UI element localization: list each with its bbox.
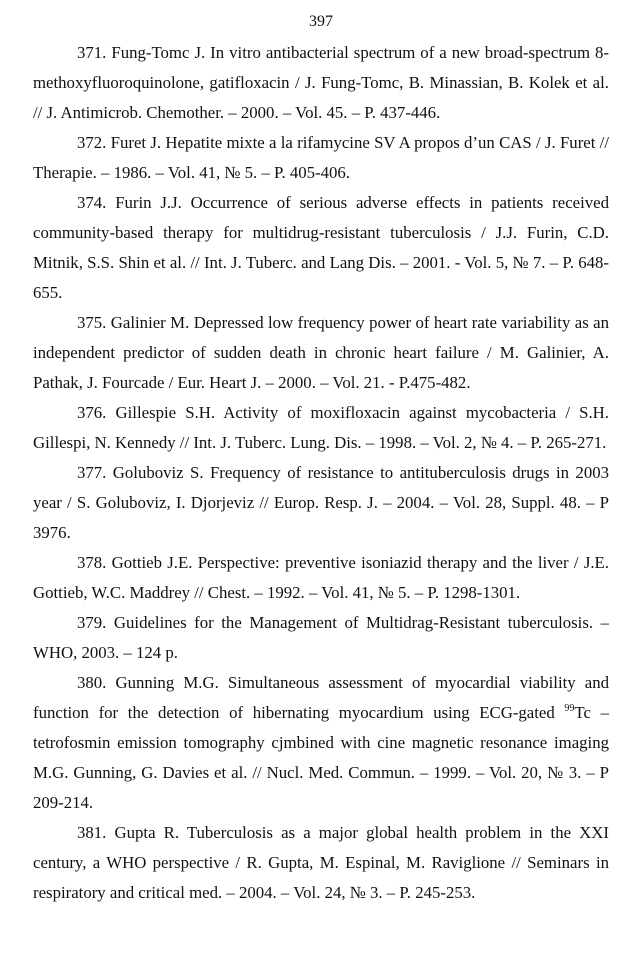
reference-380-text-before: 380. Gunning M.G. Simultaneous assessment of myocardial viability and function for the detection of hibernating myocardium using ECG-gated [33,673,609,722]
reference-item-379: 379. Guidelines for the Management of Multidrag-Resistant tuberculosis. – WHO, 2003. – 124 p. [33,613,609,662]
page-number: 397 [309,13,333,30]
reference-item-375: 375. Galinier M. Depressed low frequency power of heart rate variability as an independent predictor of sudden death in chronic heart failure / M. Galinier, A. Pathak, J. Fourcade / Eur. Heart J. – 2000. – Vol. 21. - P.475-482. [33,313,609,392]
reference-item-374: 374. Furin J.J. Occurrence of serious adverse effects in patients received community-based therapy for multidrug-resistant tuberculosis / J.J. Furin, C.D. Mitnik, S.S. Shin et al. // Int. J. Tuberc. and Lang Dis. – 2001. - Vol. 5, № 7. – P. 648-655. [33,193,609,302]
reference-list [33,38,609,908]
reference-item-376: 376. Gillespie S.H. Activity of moxifloxacin against mycobacteria / S.H. Gillespi, N. Kennedy // Int. J. Tuberc. Lung. Dis. – 1998. – Vol. 2, № 4. – P. 265-271. [33,403,609,452]
reference-item-377: 377. Goluboviz S. Frequency of resistance to antituberculosis drugs in 2003 year / S. Goluboviz, I. Djorjeviz // Europ. Resp. J. – 2004. – Vol. 28, Suppl. 48. – P 3976. [33,463,609,542]
reference-380-text-after: Tc – tetrofosmin emission tomography cjmbined with cine magnetic resonance imaging M.G. Gunning, G. Davies et al. // Nucl. Med. Commun. – 1999. – Vol. 20, № 3. – P 209-214. [33,703,609,812]
reference-item-378: 378. Gottieb J.E. Perspective: preventive isoniazid therapy and the liver / J.E. Gottieb, W.C. Maddrey // Chest. – 1992. – Vol. 41, № 5. – P. 1298-1301. [33,553,609,602]
reference-item-380 [33,668,609,818]
reference-item-371: 371. Fung-Tomc J. In vitro antibacterial spectrum of a new broad-spectrum 8-methoxyfluoroquinolone, gatifloxacin / J. Fung-Tomc, B. Minassian, B. Kolek et al. // J. Antimicrob. Chemother. – 2000. – Vol. 45. – P. 437-446. [33,43,609,122]
reference-item-372: 372. Furet J. Hepatite mixte a la rifamycine SV A propos d’un CAS / J. Furet // Therapie. – 1986. – Vol. 41, № 5. – P. 405-406. [33,133,609,182]
reference-380-isotope-superscript: 99 [564,703,575,714]
reference-item-381: 381. Gupta R. Tuberculosis as a major global health problem in the XXI century, a WHO perspective / R. Gupta, M. Espinal, M. Raviglione // Seminars in respiratory and critical med. – 2004. – Vol. 24, № 3. – P. 245-253. [33,823,609,902]
